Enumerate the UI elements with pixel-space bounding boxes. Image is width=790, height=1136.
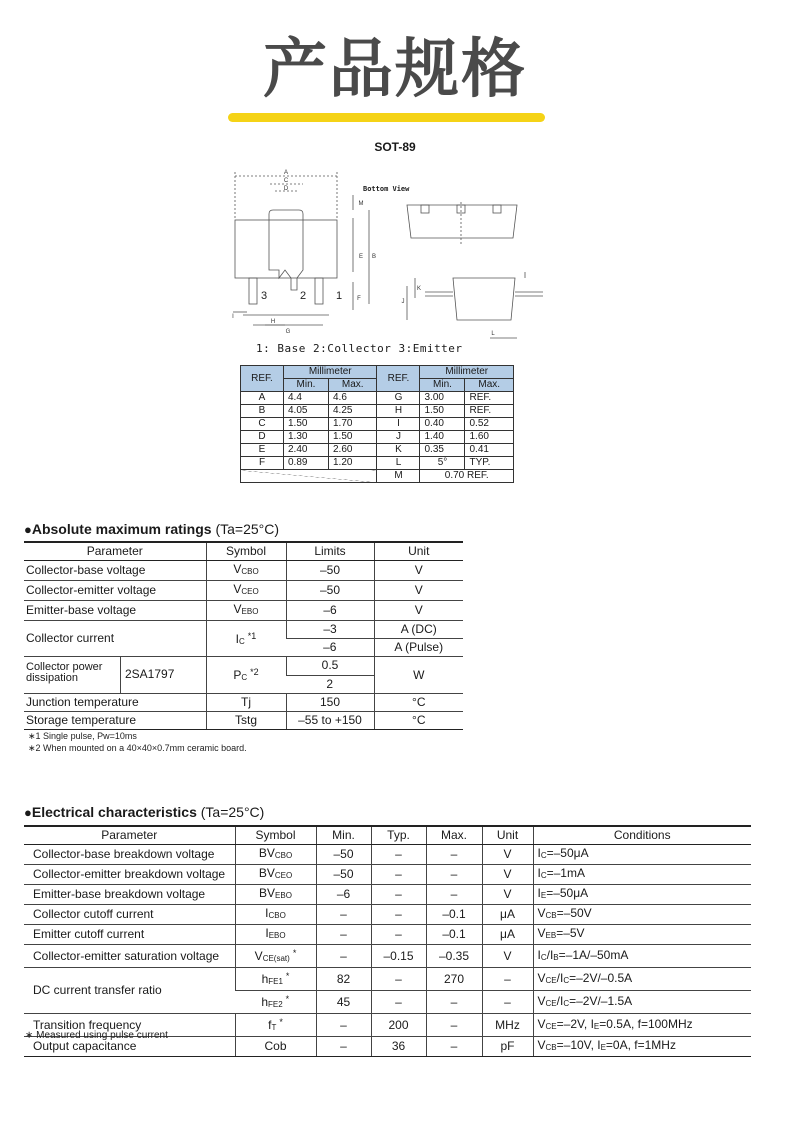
col-symbol: Symbol	[206, 542, 286, 561]
cell: 1.70	[329, 418, 377, 431]
cell: 2.60	[329, 444, 377, 457]
title-underline	[228, 113, 545, 122]
footnote: ∗2 When mounted on a 40×40×0.7mm ceramic board.	[28, 743, 247, 753]
table-row	[24, 865, 751, 885]
dim-label: I	[232, 314, 234, 320]
param-cell: Storage temperature	[24, 712, 206, 730]
cell: J	[377, 431, 420, 444]
min-cell: –50	[316, 865, 371, 885]
cell: 0.35	[420, 444, 465, 457]
cell: 1.20	[329, 457, 377, 470]
cell: F	[241, 457, 284, 470]
dim-label: K	[416, 286, 422, 292]
condition-cell: $V_{EB}=-5V$	[533, 925, 751, 945]
typ-cell: –	[371, 991, 426, 1014]
typ-cell: –	[371, 968, 426, 991]
col-parameter: Parameter	[24, 542, 206, 561]
unit-cell: V	[482, 885, 533, 905]
col-parameter: Parameter	[24, 826, 235, 845]
param-cell: Collector-emitter saturation voltage	[24, 945, 235, 968]
cell: 1.30	[284, 431, 329, 444]
col-symbol: Symbol	[235, 826, 316, 845]
table-row	[241, 444, 514, 457]
table-row	[24, 712, 463, 730]
table-row	[24, 968, 751, 991]
unit-cell: μA	[482, 905, 533, 925]
side-view-body	[453, 278, 515, 320]
table-row	[241, 418, 514, 431]
limit-cell: –3	[286, 621, 374, 639]
cell: TYP.	[465, 457, 514, 470]
cell: E	[241, 444, 284, 457]
abs-section-title: ●Absolute maximum ratings (Ta=25°C)	[24, 521, 280, 537]
symbol-cell: $BV_{CEO}$	[235, 865, 316, 885]
condition-cell: $V_{CE}=-2V$, $I_E=0.5A$, f=100MHz	[533, 1014, 751, 1037]
cell: REF.	[465, 405, 514, 418]
elec-section-title: ●Electrical characteristics (Ta=25°C)	[24, 804, 265, 820]
condition-cell: $I_E=-50\mu A$	[533, 885, 751, 905]
col-limits: Limits	[286, 542, 374, 561]
limit-cell: –50	[286, 561, 374, 581]
dim-label: G	[285, 329, 291, 335]
dim-label: F	[357, 296, 361, 302]
min-cell: –	[316, 925, 371, 945]
unit-cell: A (DC)	[374, 621, 463, 639]
table-row	[24, 845, 751, 865]
cell: 1.60	[465, 431, 514, 444]
symbol-cell: $I_{CBO}$	[235, 905, 316, 925]
max-cell: –	[426, 865, 482, 885]
footnote: ∗1 Single pulse, Pw=10ms	[28, 731, 137, 741]
cell: 0.41	[465, 444, 514, 457]
pin-caption: 1: Base 2:Collector 3:Emitter	[256, 342, 463, 355]
cell: B	[241, 405, 284, 418]
typ-cell: –	[371, 885, 426, 905]
min-cell: –	[316, 905, 371, 925]
table-row	[241, 470, 514, 483]
cell: 0.70 REF.	[420, 470, 514, 483]
typ-cell: 200	[371, 1014, 426, 1037]
pin-number: 1	[335, 290, 343, 302]
table-row	[24, 905, 751, 925]
param-cell: Emitter-base voltage	[24, 601, 206, 621]
table-row	[24, 657, 463, 676]
cell: 0.40	[420, 418, 465, 431]
table-row	[241, 431, 514, 444]
cell: 4.05	[284, 405, 329, 418]
symbol-cell: Tj	[206, 694, 286, 712]
param-cell: Collector cutoff current	[24, 905, 235, 925]
pin-1	[315, 278, 323, 304]
cell: 4.25	[329, 405, 377, 418]
col-unit: Unit	[374, 542, 463, 561]
symbol-cell: $I_{EBO}$	[235, 925, 316, 945]
bottom-view-body	[407, 205, 517, 238]
electrical-table	[24, 825, 751, 1057]
unit-cell: V	[482, 945, 533, 968]
condition-cell: $V_{CE}/I_C=-2V/-1.5A$	[533, 991, 751, 1014]
param-cell: Collector-emitter voltage	[24, 581, 206, 601]
typ-cell: 36	[371, 1037, 426, 1057]
col-max: Max.	[426, 826, 482, 845]
unit-cell: –	[482, 968, 533, 991]
limit-cell: –55 to +150	[286, 712, 374, 730]
unit-cell: °C	[374, 712, 463, 730]
table-row	[241, 457, 514, 470]
symbol-cell: $BV_{EBO}$	[235, 885, 316, 905]
cell: I	[377, 418, 420, 431]
max-cell: –0.1	[426, 925, 482, 945]
elec-condition: (Ta=25°C)	[200, 804, 265, 820]
dim-label: C	[283, 178, 289, 184]
limit-cell: –6	[286, 639, 374, 657]
max-cell: 270	[426, 968, 482, 991]
limit-cell: 150	[286, 694, 374, 712]
unit-cell: V	[482, 865, 533, 885]
param-cell: Collector-base breakdown voltage	[24, 845, 235, 865]
symbol-cell: $h_{FE1}^*$	[235, 968, 316, 991]
page-title: 产品规格	[263, 33, 527, 107]
max-cell: –0.1	[426, 905, 482, 925]
col-min: Min.	[316, 826, 371, 845]
limit-cell: 0.5	[286, 657, 374, 676]
cell: 0.89	[284, 457, 329, 470]
dim-label: M	[358, 201, 364, 207]
cell: G	[377, 392, 420, 405]
unit-cell: μA	[482, 925, 533, 945]
max-cell: –	[426, 1037, 482, 1057]
abs-title: Absolute maximum ratings	[31, 521, 212, 537]
cell: K	[377, 444, 420, 457]
symbol-cell: $P_C^{*2}$	[206, 657, 286, 694]
elec-title: Electrical characteristics	[31, 804, 197, 820]
cell: 4.4	[284, 392, 329, 405]
param-cell	[24, 657, 206, 694]
typ-cell: –	[371, 845, 426, 865]
param-cell: Collector current	[24, 621, 206, 657]
max-cell: –0.35	[426, 945, 482, 968]
col-millimeter: Millimeter	[284, 366, 377, 379]
cell: 1.50	[284, 418, 329, 431]
table-row	[24, 945, 751, 968]
unit-cell: MHz	[482, 1014, 533, 1037]
unit-cell: °C	[374, 694, 463, 712]
pin-number: 2	[299, 290, 307, 302]
package-name: SOT-89	[374, 140, 416, 154]
typ-cell: –	[371, 865, 426, 885]
cell: L	[377, 457, 420, 470]
limit-cell: –50	[286, 581, 374, 601]
dim-label: L	[491, 331, 495, 337]
condition-cell: $V_{CB}=-10V$, $I_E=0A$, f=1MHz	[533, 1037, 751, 1057]
table-row	[24, 581, 463, 601]
col-max: Max.	[465, 379, 514, 392]
col-unit: Unit	[482, 826, 533, 845]
typ-cell: –0.15	[371, 945, 426, 968]
symbol-cell: $I_C^{*1}$	[206, 621, 286, 657]
symbol-cell: Cob	[235, 1037, 316, 1057]
symbol-cell: $V_{EBO}$	[206, 601, 286, 621]
cell: 0.52	[465, 418, 514, 431]
package-outline-drawing	[225, 160, 545, 342]
symbol-cell: $h_{FE2}^*$	[235, 991, 316, 1014]
unit-cell: V	[374, 581, 463, 601]
bottom-view-label: Bottom View	[363, 185, 410, 193]
symbol-cell: $V_{CE(sat)}^*$	[235, 945, 316, 968]
col-ref: REF.	[241, 366, 284, 392]
min-cell: –50	[316, 845, 371, 865]
dim-label: B	[371, 254, 377, 260]
param-cell: Transition frequency	[24, 1014, 235, 1037]
cell: M	[377, 470, 420, 483]
pin-3	[249, 278, 257, 304]
cell: 3.00	[420, 392, 465, 405]
dim-label: D	[283, 186, 289, 192]
unit-cell: –	[482, 991, 533, 1014]
table-row	[24, 621, 463, 639]
unit-cell: pF	[482, 1037, 533, 1057]
dim-label: A	[283, 170, 289, 176]
cell: 1.50	[420, 405, 465, 418]
unit-cell: V	[482, 845, 533, 865]
max-cell: –	[426, 885, 482, 905]
max-cell: –	[426, 1014, 482, 1037]
col-conditions: Conditions	[533, 826, 751, 845]
unit-cell: W	[374, 657, 463, 694]
pin-number: 3	[260, 290, 268, 302]
symbol-cell: $V_{CBO}$	[206, 561, 286, 581]
dim-label: H	[270, 319, 276, 325]
cell: 1.40	[420, 431, 465, 444]
col-min: Min.	[420, 379, 465, 392]
symbol-cell: $f_T^*$	[235, 1014, 316, 1037]
dim-label: E	[358, 254, 364, 260]
cell: REF.	[465, 392, 514, 405]
cell: A	[241, 392, 284, 405]
col-max: Max.	[329, 379, 377, 392]
limit-cell: 2	[286, 675, 374, 694]
col-ref: REF.	[377, 366, 420, 392]
body-outline	[235, 220, 337, 278]
footnote: ∗ Measured using pulse current	[25, 1030, 168, 1041]
symbol-cell: $V_{CEO}$	[206, 581, 286, 601]
dimension-table	[240, 365, 514, 483]
abs-condition: (Ta=25°C)	[215, 521, 280, 537]
typ-cell: –	[371, 905, 426, 925]
param-cell: Output capacitance	[24, 1037, 235, 1057]
dim-label: J	[401, 299, 405, 305]
table-row	[24, 601, 463, 621]
table-row	[24, 885, 751, 905]
table-row	[241, 405, 514, 418]
typ-cell: –	[371, 925, 426, 945]
param-cell: Collector-base voltage	[24, 561, 206, 581]
part-number: 2SA1797	[125, 667, 175, 681]
condition-cell: $I_C=-1mA$	[533, 865, 751, 885]
cell: 5°	[420, 457, 465, 470]
absolute-ratings-table	[24, 541, 463, 730]
min-cell: –6	[316, 885, 371, 905]
max-cell: –	[426, 991, 482, 1014]
cell: H	[377, 405, 420, 418]
table-row	[24, 925, 751, 945]
min-cell: 45	[316, 991, 371, 1014]
table-row	[24, 694, 463, 712]
table-row	[24, 561, 463, 581]
param-cell: Collector-emitter breakdown voltage	[24, 865, 235, 885]
cell: 2.40	[284, 444, 329, 457]
symbol-cell: $BV_{CBO}$	[235, 845, 316, 865]
min-cell: –	[316, 1014, 371, 1037]
condition-cell: $V_{CB}=-50V$	[533, 905, 751, 925]
cell: 1.50	[329, 431, 377, 444]
unit-cell: V	[374, 561, 463, 581]
table-row	[241, 392, 514, 405]
col-min: Min.	[284, 379, 329, 392]
condition-cell: $I_C=-50\mu A$	[533, 845, 751, 865]
unit-cell: V	[374, 601, 463, 621]
cell: D	[241, 431, 284, 444]
cell: 4.6	[329, 392, 377, 405]
cell: C	[241, 418, 284, 431]
param-cell: Emitter cutoff current	[24, 925, 235, 945]
param-label: Collector power dissipation	[24, 657, 121, 693]
limit-cell: –6	[286, 601, 374, 621]
symbol-cell: Tstg	[206, 712, 286, 730]
max-cell: –	[426, 845, 482, 865]
unit-cell: A (Pulse)	[374, 639, 463, 657]
param-cell: Emitter-base breakdown voltage	[24, 885, 235, 905]
param-cell: Junction temperature	[24, 694, 206, 712]
empty-cell	[241, 470, 377, 483]
col-typ: Typ.	[371, 826, 426, 845]
condition-cell: $V_{CE}/I_C=-2V/-0.5A$	[533, 968, 751, 991]
param-cell: DC current transfer ratio	[24, 968, 235, 1014]
min-cell: –	[316, 945, 371, 968]
min-cell: 82	[316, 968, 371, 991]
min-cell: –	[316, 1037, 371, 1057]
condition-cell: $I_C/I_B=-1A/-50mA$	[533, 945, 751, 968]
col-millimeter: Millimeter	[420, 366, 514, 379]
